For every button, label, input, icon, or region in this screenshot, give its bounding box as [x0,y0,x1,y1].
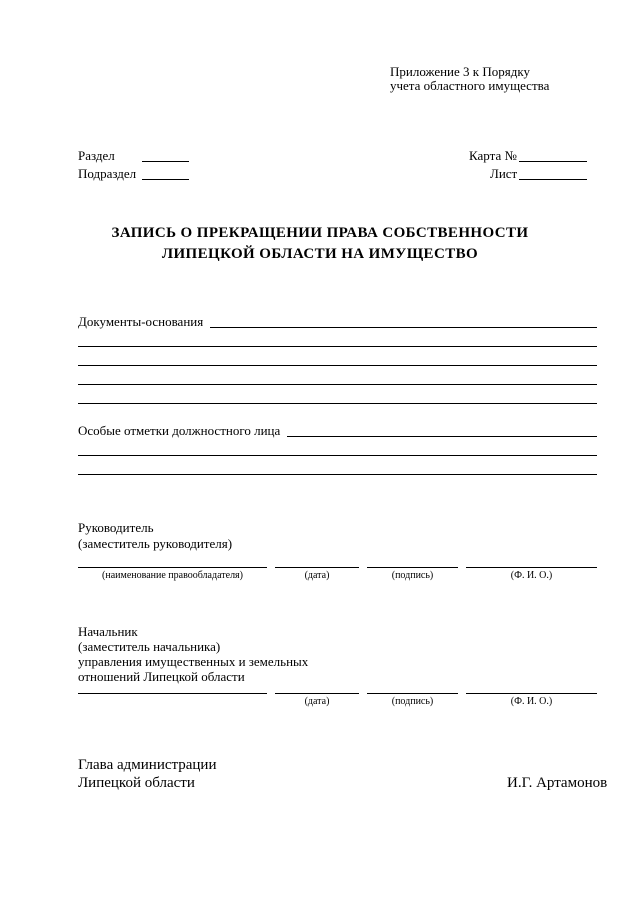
chief-date-field[interactable] [275,693,359,694]
special-marks-label: Особые отметки должностного лица [78,423,281,438]
chief-department-line-2: отношений Липецкой области [78,669,245,684]
appendix-line-1: Приложение 3 к Порядку [390,64,530,79]
footer-position-line-1: Глава администрации [78,757,217,773]
chief-signature-field[interactable] [367,693,458,694]
special-marks-line[interactable] [78,455,597,456]
subsection-label: Подраздел [78,166,137,181]
rightholder-name-caption: (наименование правообладателя) [102,570,243,581]
head-deputy-title: (заместитель руководителя) [78,536,233,551]
special-marks-line[interactable] [78,474,597,475]
chief-department-line-1: управления имущественных и земельных [78,654,309,669]
head-full-name-caption: (Ф. И. О.) [510,570,553,581]
rightholder-name-field[interactable] [78,567,267,568]
special-marks-field[interactable] [287,436,597,437]
document-title-line-1: ЗАПИСЬ О ПРЕКРАЩЕНИИ ПРАВА СОБСТВЕННОСТИ [111,225,529,241]
documents-basis-label: Документы-основания [78,314,204,329]
documents-basis-field[interactable] [210,327,597,328]
documents-basis-line[interactable] [78,346,597,347]
section-label: Раздел [78,148,115,163]
chief-title: Начальник [78,624,138,639]
head-signature-field[interactable] [367,567,458,568]
footer-position-line-2: Липецкой области [78,775,195,791]
head-signature-caption: (подпись) [391,570,434,581]
head-date-caption: (дата) [304,570,330,581]
chief-date-caption: (дата) [304,696,330,707]
chief-signature-caption: (подпись) [391,696,434,707]
documents-basis-line[interactable] [78,384,597,385]
documents-basis-line[interactable] [78,403,597,404]
sheet-field[interactable] [519,179,587,180]
chief-deputy-title: (заместитель начальника) [78,639,221,654]
subsection-field[interactable] [142,179,189,180]
footer-signatory-name: И.Г. Артамонов [507,775,608,791]
head-date-field[interactable] [275,567,359,568]
card-number-field[interactable] [519,161,587,162]
head-title: Руководитель [78,520,154,535]
documents-basis-line[interactable] [78,365,597,366]
chief-full-name-field[interactable] [466,693,597,694]
head-full-name-field[interactable] [466,567,597,568]
chief-full-name-caption: (Ф. И. О.) [510,696,553,707]
chief-name-field[interactable] [78,693,267,694]
sheet-label: Лист [490,166,518,181]
appendix-line-2: учета областного имущества [390,78,550,93]
section-field[interactable] [142,161,189,162]
card-number-label: Карта № [469,148,517,163]
document-title-line-2: ЛИПЕЦКОЙ ОБЛАСТИ НА ИМУЩЕСТВО [161,246,479,262]
